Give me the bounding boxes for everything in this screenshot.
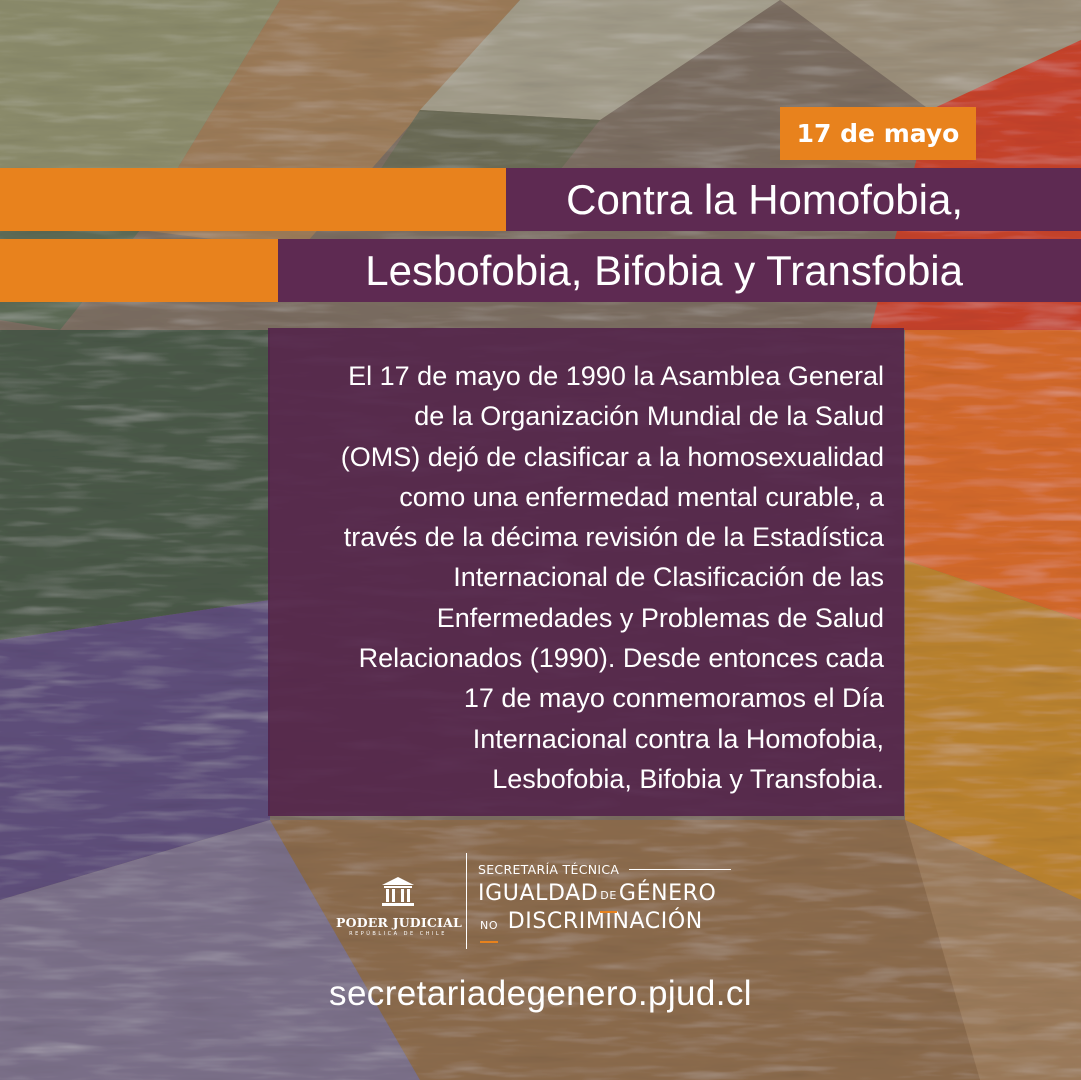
title-line-1: Contra la Homofobia, [506, 168, 1081, 231]
secretaria-line [629, 869, 731, 870]
secretaria-label: SECRETARÍA TÉCNICA [478, 862, 620, 877]
courthouse-icon [380, 875, 416, 909]
logo-divider [466, 853, 467, 949]
igualdad-word: IGUALDAD [478, 881, 599, 906]
title-accent-bar-1 [0, 168, 510, 231]
discriminacion-word: DISCRIMINACIÓN [507, 909, 703, 934]
de-connector: DE [600, 881, 617, 913]
date-badge: 17 de mayo [780, 107, 976, 160]
body-text: El 17 de mayo de 1990 la Asamblea General de la Organización Mundial de la Salud (OMS) dejó de clasificar a la homosexualidad como una enfermedad mental curable, a través de la décima revisión de la Estadística Internacional de Clasificación de las Enfermedades y Problemas de Salud Relacionados (1990). Desde entonces cada 17 de mayo conmemoramos el Día Internacional contra la Homofobia, Lesbofobia, Bifobia y Transfobia. [340, 361, 884, 794]
no-connector: NO [480, 911, 498, 943]
poder-judicial-logo [336, 875, 460, 935]
website-url[interactable]: secretariadegenero.pjud.cl [329, 974, 752, 1013]
title-accent-bar-2 [0, 239, 285, 302]
title-line-2: Lesbofobia, Bifobia y Transfobia [278, 239, 1081, 302]
poder-judicial-name: PODER JUDICIAL [336, 915, 462, 930]
secretaria-logo [478, 862, 731, 939]
genero-word: GÉNERO [618, 881, 717, 906]
poder-judicial-subtitle: REPÚBLICA DE CHILE [349, 931, 447, 937]
body-panel [268, 328, 904, 816]
